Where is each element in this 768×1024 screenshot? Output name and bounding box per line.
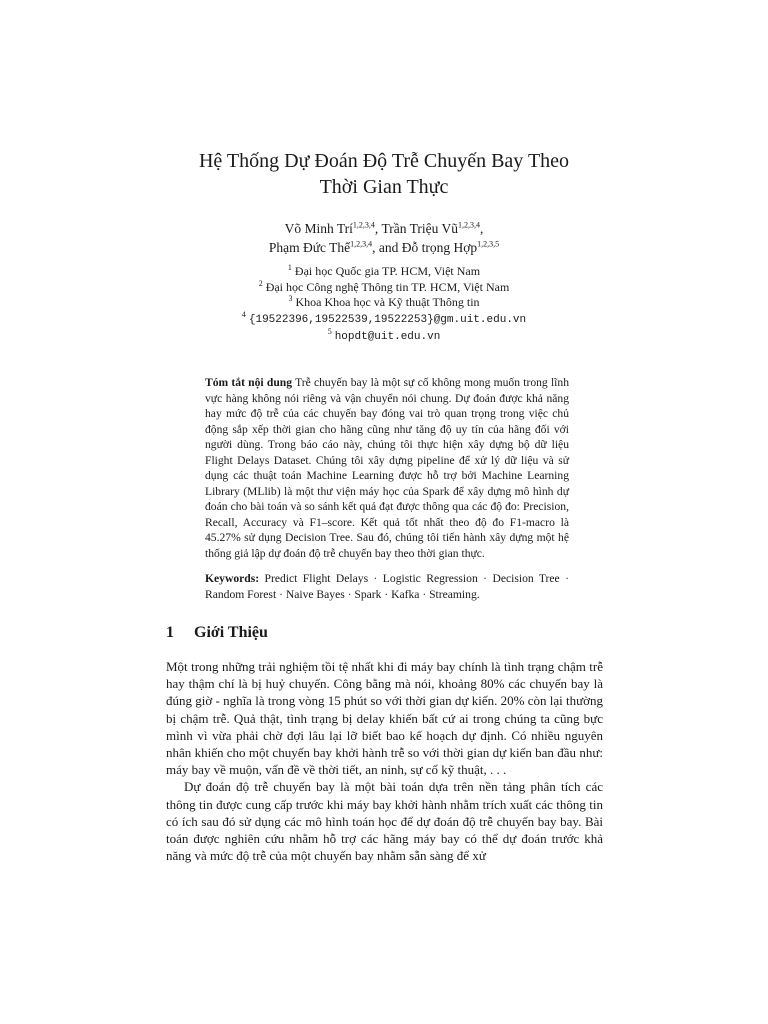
affiliation-item (0, 311, 768, 329)
author-emails: {19522396,19522539,19522253}@gm.uit.edu.vn (248, 313, 527, 326)
affiliation-number: 1 (287, 263, 292, 272)
section-number: 1 (166, 624, 174, 641)
affiliation-number: 5 (327, 327, 332, 336)
abstract (205, 375, 569, 561)
title-line-1: Hệ Thống Dự Đoán Độ Trễ Chuyến Bay Theo (198, 150, 570, 172)
affiliation-list (0, 264, 768, 346)
abstract-label: Tóm tắt nội dung (205, 376, 293, 389)
title-line-2: Thời Gian Thực (319, 176, 449, 198)
author-name: Trần Triệu Vũ (381, 221, 458, 236)
abstract-text: Trễ chuyến bay là một sự cố không mong muốn trong lĩnh vực hàng không nói riêng và vận chuyển nói chung. Dự đoán được khả năng hay mức độ trễ của các chuyến bay đóng vai trò quan trọng trong việc chủ động sắp xếp thời gian cho hãng cũng như tăng độ uy tín của hãng đối với người dùng. Trong báo cáo này, chúng tôi thực hiện xây dựng bộ dữ liệu Flight Delays Dataset. Chúng tôi xây dựng pipeline để xử lý dữ liệu và sử dụng các thuật toán Machine Learning được hỗ trợ bởi Machine Learning Library (MLlib) là một thư viện máy học của Spark để xây dựng mô hình dự đoán cho bài toán và so sánh kết quả đạt được thông qua các độ đo: Precision, Recall, Accuracy và F1–score. Kết quả tốt nhất theo độ đo F1-macro là 45.27% sử dụng Decision Tree. Sau đó, chúng tôi tiến hành xây dựng một hệ thống giả lập dự đoán độ trễ chuyến bay theo thời gian thực. (205, 376, 569, 560)
author-name: Võ Minh Trí (284, 221, 353, 236)
section-title-text: Giới Thiệu (194, 624, 268, 641)
author-line-1 (0, 219, 768, 238)
author-separator: , and (372, 240, 402, 255)
author-affil-sup: 1,2,3,4 (457, 220, 480, 230)
paragraph: Một trong những trải nghiệm tồi tệ nhất khi đi máy bay chính là tình trạng chậm trễ hay thậm chí là bị huỷ chuyến. Công bằng mà nói, khoảng 80% các chuyến bay là đúng giờ - nghĩa là trong vòng 15 phút so với thời gian dự kiến. 20% còn lại thường bị chậm trễ. Quả thật, tình trạng bị delay khiến bất cứ ai trong chúng ta cũng bực mình vì vừa phải chờ đợi lâu lại lỡ biết bao kế hoạch dự định. Có nhiều nguyên nhân khiến cho một chuyến bay khởi hành trễ so với thời gian dự kiến ban đầu như: máy bay về muộn, vấn đề về thời tiết, an ninh, sự cố kỹ thuật, . . . (166, 659, 603, 778)
author-line-2 (0, 238, 768, 257)
author-list (0, 219, 768, 257)
keywords-text: Predict Flight Delays · Logistic Regression · Decision Tree · Random Forest · Naive Bayes · Spark · Kafka · Streaming. (205, 572, 569, 601)
author-affil-sup: 1,2,3,5 (477, 239, 500, 249)
affiliation-item (0, 280, 768, 296)
paragraph: Dự đoán độ trễ chuyến bay là một bài toán dựa trên nền tảng phân tích các thông tin được cung cấp trước khi máy bay khởi hành nhằm trích xuất các thông tin có ích sau đó sử dụng các mô hình toán học để dự đoán độ trễ chuyến bay bay. Bài toán được nghiên cứu nhằm hỗ trợ các hãng máy bay có thể dự đoán trước khả năng và mức độ trễ của một chuyến bay nhằm sẵn sàng để xử (166, 779, 603, 864)
section-heading (166, 624, 268, 642)
affiliation-text: Đại học Quốc gia TP. HCM, Việt Nam (294, 264, 481, 278)
affiliation-text: Đại học Công nghệ Thông tin TP. HCM, Việt Nam (265, 279, 510, 294)
corresponding-email: hopdt@uit.edu.vn (334, 331, 441, 343)
author-name: Phạm Đức Thể (268, 240, 351, 255)
keywords-label: Keywords: (205, 572, 260, 585)
affiliation-number: 3 (288, 294, 293, 303)
affiliation-item (0, 328, 768, 346)
section-body (166, 658, 603, 864)
paper-title (0, 148, 768, 200)
affiliation-item (0, 295, 768, 311)
affiliation-number: 4 (241, 309, 246, 319)
author-affil-sup: 1,2,3,4 (350, 239, 373, 249)
author-separator: , (374, 221, 382, 236)
affiliation-text: Khoa Khoa học và Kỹ thuật Thông tin (295, 295, 480, 309)
author-name: Đỗ trọng Hợp (401, 240, 478, 255)
affiliation-number: 2 (258, 278, 263, 288)
keywords (205, 571, 569, 602)
author-separator: , (479, 221, 484, 236)
affiliation-item (0, 264, 768, 280)
author-affil-sup: 1,2,3,4 (352, 220, 375, 230)
